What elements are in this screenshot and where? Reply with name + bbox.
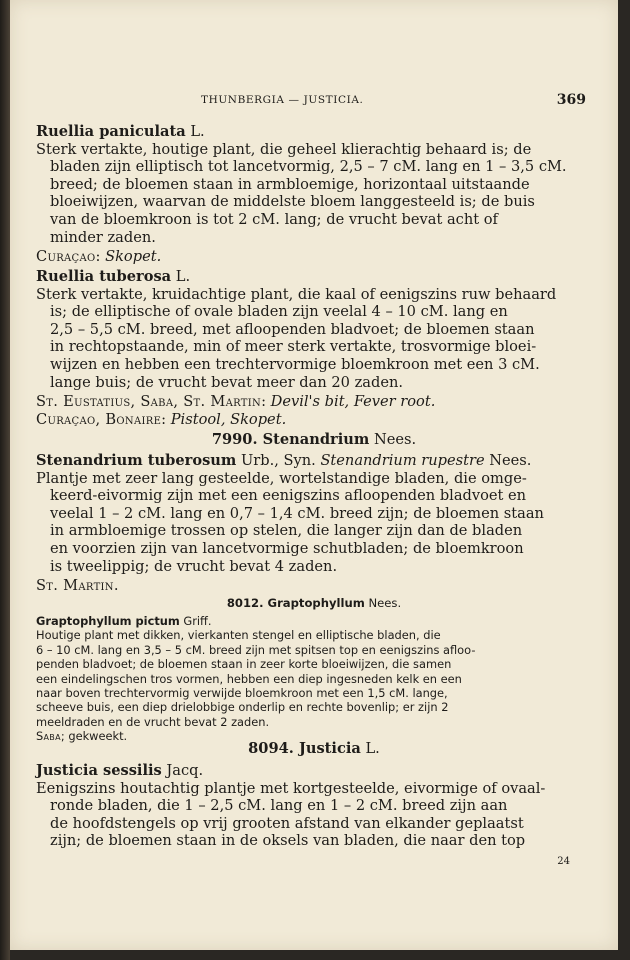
description-line: zijn; de bloemen staan in de oksels van bladen, die naar den top [50,832,526,850]
description-line: in rechtopstaande, min of meer sterk vertakte, trosvormige bloei- [50,338,537,356]
description-line: en voorzien zijn van lancetvormige schutbladen; de bloemkroon [50,539,524,557]
description-line: Sterk vertakte, kruidachtige plant, die kaal of eenigszins ruw behaard [36,285,557,303]
description-line: breed; de bloemen staan in armbloemige, horizontaal uitstaande [50,175,530,193]
running-title: THUNBERGIA — JUSTICIA. [201,94,364,106]
signature-mark: 24 [557,856,570,867]
book-spine-shadow [0,0,10,960]
genus-name: Justicia [293,740,361,757]
vernacular-name: Devil's bit, Fever root. [270,393,436,411]
description-line: van de bloemkroon is tot 2 cM. lang; de vrucht bevat acht of [50,210,498,228]
genus-name: Graptophyllum [263,596,365,610]
locality: Saba [36,729,61,744]
locality-line: St. Eustatius, Saba, St. Martin: Devil's bit, Fever root. [36,393,436,411]
species-name: Ruellia paniculata [36,123,186,140]
species-author: Jacq. [161,762,204,779]
description-line: ronde bladen, die 1 – 2,5 cM. lang en 1 – 2 cM. breed zijn aan [50,797,508,815]
locality-line [36,248,592,266]
species-name: Ruellia tuberosa [36,268,172,285]
entry-justicia-sessilis [36,762,592,850]
description-line: is tweelippig; de vrucht bevat 4 zaden. [50,557,338,575]
species-author: Griff. [179,614,212,628]
species-author: L. [171,268,191,285]
genus-heading-stenandrium [36,431,592,449]
description-line: in armbloemige trossen op stelen, die langer zijn dan de bladen [50,522,523,540]
genus-number: 8012. [226,596,264,610]
description-line: Eenigszins houtachtig plantje met kortgesteelde, eivormige of ovaal- [36,779,546,797]
description-line: bloeiwijzen, waarvan de middelste bloem langgesteeld is; de buis [50,193,535,211]
entry-graptophyllum-pictum [36,614,592,744]
vernacular-name: Pistool, Skopet. [170,410,287,428]
species-name: Graptophyllum pictum [36,614,180,628]
genus-author: Nees. [364,596,402,610]
description-line: een eindelingschen tros vormen, hebben een diep ingesneden kelk en een [36,671,462,686]
description-line: lange buis; de vrucht bevat meer dan 20 zaden. [50,373,404,391]
description-line: wijzen en hebben een trechtervormige bloemkroon met een 3 cM. [50,355,540,373]
vernacular-name: Skopet. [105,248,162,266]
species-author: Urb., Syn. [236,452,321,469]
entry-ruellia-tuberosa [36,268,592,428]
description-line: de hoofdstengels op vrij grooten afstand van elkander geplaatst [50,814,524,832]
species-description [36,780,592,850]
locality-separator: : [95,248,106,266]
description-line: scheeve buis, een diep drielobbige onderlip en rechte bovenlip; er zijn 2 [36,700,449,715]
description-line: veelal 1 – 2 cM. lang en 0,7 – 1,4 cM. breed zijn; de bloemen staan [50,504,544,522]
synonym: Stenandrium rupestre [320,452,485,469]
genus-name: Stenandrium [257,431,370,448]
genus-heading-justicia [36,740,592,758]
locality: Curaçao [36,248,96,266]
page-header [36,92,592,110]
locality: Curaçao, Bonaire [36,410,162,428]
description-line: penden bladvoet; de bloemen staan in zeer korte bloeiwijzen, die samen [36,657,452,672]
genus-number: 8094. [248,740,294,757]
species-name: Justicia sessilis [36,762,162,779]
species-description [36,470,592,576]
species-name: Stenandrium tuberosum [36,452,237,469]
genus-heading-graptophyllum [36,596,592,610]
description-line: Sterk vertakte, houtige plant, die geheel klierachtig behaard is; de [36,140,532,158]
locality: St. Eustatius, Saba, St. Martin [36,393,262,411]
locality-line: Curaçao, Bonaire: Pistool, Skopet. [36,410,287,428]
genus-author: Nees. [369,431,417,448]
species-description [36,141,592,247]
description-line: 2,5 – 5,5 cM. breed, met afloopenden bladvoet; de bloemen staan [50,320,535,338]
description-line: meeldraden en de vrucht bevat 2 zaden. [36,714,270,729]
locality: St. Martin. [36,577,119,595]
genus-number: 7990. [211,431,258,448]
page-number: 369 [556,92,586,108]
description-line: is; de elliptische of ovale bladen zijn veelal 4 – 10 cM. lang en [50,303,508,321]
description-line: keerd-eivormig zijn met een eenigszins afloopenden bladvoet en [50,487,527,505]
description-line: 6 – 10 cM. lang en 3,5 – 5 cM. breed zijn met spitsen top en eenigszins afloo- [36,642,476,657]
description-line: bladen zijn elliptisch tot lancetvormig, 2,5 – 7 cM. lang en 1 – 3,5 cM. [50,158,567,176]
description-line: minder zaden. [50,228,156,246]
description-line: Houtige plant met dikken, vierkanten stengel en elliptische bladen, die [36,628,441,643]
entry-stenandrium-tuberosum [36,452,592,595]
entry-ruellia-paniculata [36,123,592,266]
description-line: naar boven trechtervormig verwijde bloemkroon met een 1,5 cM. lange, [36,686,448,701]
species-description [36,628,592,729]
synonym-author: Nees. [484,452,532,469]
species-author: L. [185,123,205,140]
species-description [36,286,592,392]
book-page [10,0,618,950]
locality-note: ; gekweekt. [60,729,128,744]
genus-author: L. [360,740,380,757]
description-line: Plantje met zeer lang gesteelde, wortelstandige bladen, die omge- [36,469,527,487]
